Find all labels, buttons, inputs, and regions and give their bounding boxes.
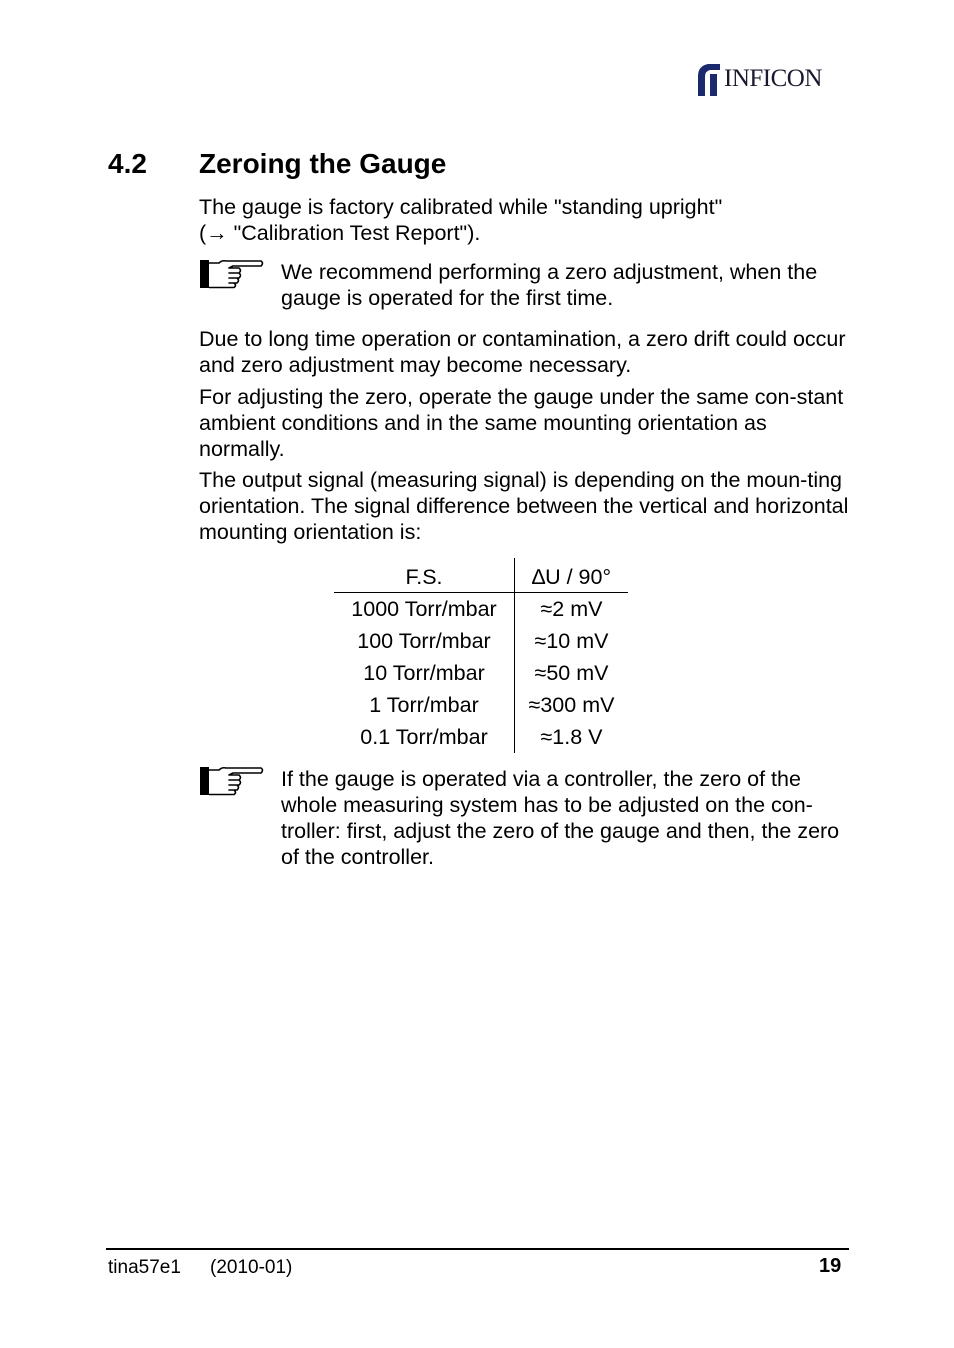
note-controller-text: If the gauge is operated via a controller, the zero of the whole measuring system has to be adjusted on the con-troller: first, adjust the zero of the gauge and then, the zero of the controller. (281, 767, 840, 869)
table-header-row (334, 558, 628, 593)
intro-paragraph (199, 194, 849, 246)
section-title: Zeroing the Gauge (199, 148, 447, 179)
table-row (334, 593, 628, 626)
table-cell-delta-u: ≈50 mV (534, 660, 609, 685)
table-header-fs: F.S. (334, 558, 515, 593)
footer-date: (2010-01) (210, 1257, 293, 1278)
paragraph-output-signal: The output signal (measuring signal) is depending on the moun-ting orientation. The signal difference between the vertical and horizontal mounting orientation is: (199, 468, 849, 544)
pointing-hand-icon (199, 766, 265, 796)
logo-wordmark: INFICON (724, 65, 822, 92)
table-cell-fs: 0.1 Torr/mbar (334, 721, 515, 753)
intro-line-2: (→ "Calibration Test Report"). (199, 221, 481, 245)
table-cell-fs: 100 Torr/mbar (334, 625, 515, 657)
note-recommendation-text: We recommend performing a zero adjustment, when the gauge is operated for the first time. (281, 260, 818, 310)
page-number: 19 (819, 1255, 842, 1277)
pointing-hand-icon (199, 259, 265, 289)
note-recommendation (199, 259, 849, 311)
table-cell-fs: 1000 Torr/mbar (334, 593, 515, 626)
paragraph-adjusting-zero: For adjusting the zero, operate the gauge under the same con-stant ambient conditions and in the same mounting orientation as normally. (199, 385, 844, 461)
table-cell-delta-u: ≈10 mV (534, 628, 609, 653)
inficon-logo-icon (694, 62, 722, 96)
paragraph-zero-drift: Due to long time operation or contamination, a zero drift could occur and zero adjustment may become necessary. (199, 327, 846, 377)
table-cell-delta-u: ≈1.8 V (540, 724, 603, 749)
table-cell-fs: 1 Torr/mbar (334, 689, 515, 721)
signal-difference-table (334, 558, 628, 753)
table-cell-fs: 10 Torr/mbar (334, 657, 515, 689)
section-number: 4.2 (108, 148, 147, 179)
table-cell-delta-u: ≈300 mV (528, 692, 615, 717)
table-header-delta-u: ∆U / 90° (515, 558, 629, 593)
table-row (334, 657, 628, 689)
table-row (334, 689, 628, 721)
footer-divider (106, 1248, 849, 1250)
footer-document-id: tina57e1 (108, 1257, 181, 1278)
inficon-logo (694, 62, 822, 96)
table-row (334, 625, 628, 657)
intro-line-1: The gauge is factory calibrated while "standing upright" (199, 195, 723, 219)
table-cell-delta-u: ≈2 mV (540, 596, 603, 621)
table-row (334, 721, 628, 753)
note-controller (199, 766, 849, 870)
